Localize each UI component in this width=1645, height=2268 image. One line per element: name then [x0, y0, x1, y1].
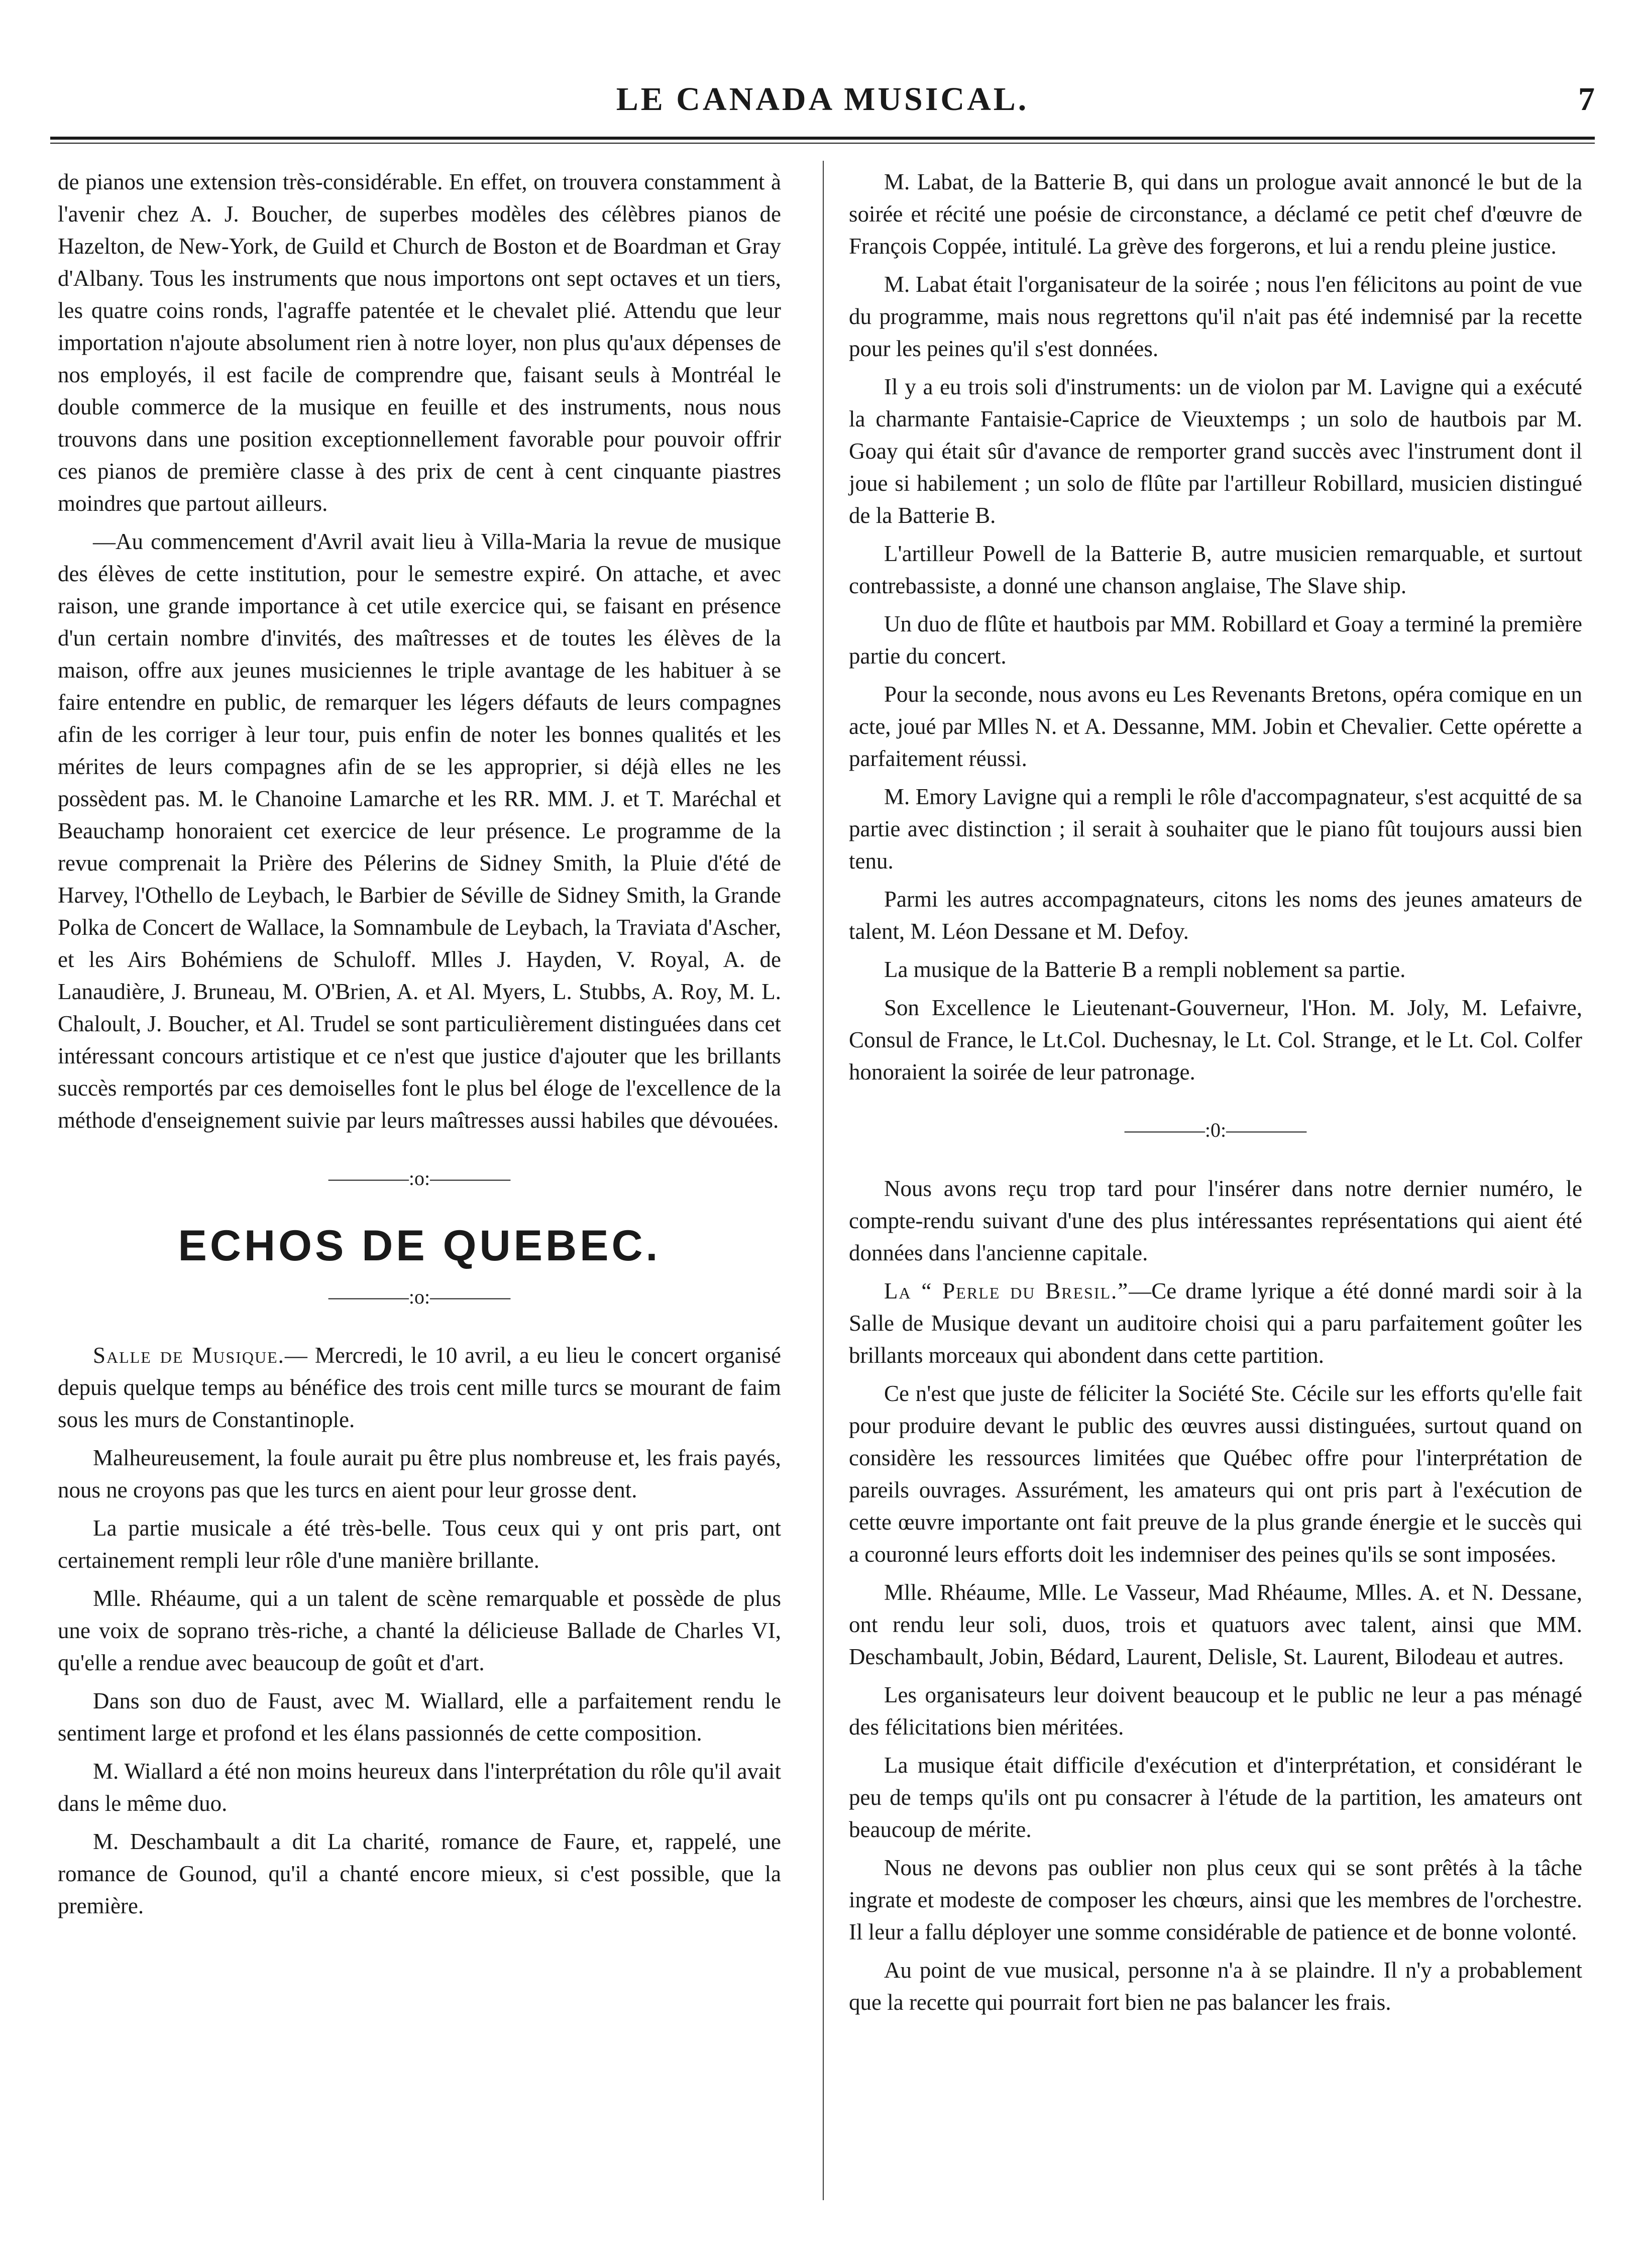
paragraph: Il y a eu trois soli d'instruments: un de violon par M. Lavigne qui a exécuté la charmante Fantaisie-Caprice de Vieuxtemps ; un solo de hautbois par M. Goay qui était sûr d'avance de remporter grand succès avec l'instrument dont il joue si habilement ; un solo de flûte par l'artilleur Robillard, musicien distingué de la Batterie B. [849, 374, 1582, 528]
paragraph: Ce n'est que juste de féliciter la Société Ste. Cécile sur les efforts qu'elle fait pour produire devant le public des œuvres aussi distinguées, surtout quand on considère les ressources limitées que Québec offre pour l'interprétation de pareils ouvrages. Assurément, les amateurs qui ont pris part à l'exécution de cette œuvre importante ont fait preuve de la plus grande énergie et le succès qui a couronné leurs efforts doit les indemniser des peines qu'ils se sont imposées. [849, 1381, 1582, 1567]
paragraph: M. Deschambault a dit La charité, romance de Faure, et, rappelé, une romance de Gounod, qu'il a chanté encore mieux, si c'est possible, que la première. [58, 1829, 781, 1918]
paragraph: Les organisateurs leur doivent beaucoup et le public ne leur a pas ménagé des félicitations bien méritées. [849, 1682, 1582, 1740]
paragraph [849, 1275, 1582, 1371]
paragraph: M. Labat était l'organisateur de la soirée ; nous l'en félicitons au point de vue du programme, mais nous regrettons qu'il n'ait pas été indemnisé par la recette pour les peines qu'il s'est données. [849, 272, 1582, 361]
page-header [50, 75, 1595, 131]
page-number: 7 [1578, 81, 1595, 118]
paragraph: La partie musicale a été très-belle. Tous ceux qui y ont pris part, ont certainement rempli leur rôle d'une manière brillante. [58, 1516, 781, 1573]
section-separator: ————:o:———— [328, 1285, 511, 1308]
section-separator: ————:o:———— [328, 1167, 511, 1190]
section-heading: ECHOS DE QUEBEC. [178, 1222, 661, 1270]
paragraph-lead: La “ Perle du Bresil.” [884, 1278, 1129, 1304]
paragraph: Un duo de flûte et hautbois par MM. Robillard et Goay a terminé la première partie du concert. [849, 611, 1582, 669]
paragraph: Au point de vue musical, personne n'a à se plaindre. Il n'y a probablement que la recette qui pourrait fort bien ne pas balancer les frais. [849, 1958, 1582, 2015]
section-separator: ————:0:———— [1124, 1119, 1307, 1141]
paragraph-text: —Ce drame lyrique a été donné mardi soir à la Salle de Musique devant un auditoire choisi qui a paru parfaitement goûter les brillants morceaux qui abondent dans cette partition. [849, 1278, 1582, 1368]
paragraph-lead: Salle de Musique. [93, 1343, 285, 1368]
paragraph: Son Excellence le Lieutenant-Gouverneur, l'Hon. M. Joly, M. Lefaivre, Consul de France, le Lt.Col. Duchesnay, le Lt. Col. Strange, et le Lt. Col. Colfer honoraient la soirée de leur patronage. [849, 995, 1582, 1085]
paragraph: La musique de la Batterie B a rempli noblement sa partie. [884, 957, 1406, 982]
paragraph: Nous avons reçu trop tard pour l'insérer dans notre dernier numéro, le compte-rendu suivant d'une des plus intéressantes représentations qui aient été données dans l'ancienne capitale. [849, 1176, 1582, 1265]
paragraph: La musique était difficile d'exécution et d'interprétation, et considérant le peu de temps qu'ils ont pu consacrer à l'étude de la partition, les amateurs ont beaucoup de mérite. [849, 1753, 1582, 1842]
paragraph: Pour la seconde, nous avons eu Les Revenants Bretons, opéra comique en un acte, joué par Mlles N. et A. Dessanne, MM. Jobin et Chevalier. Cette opérette a parfaitement réussi. [849, 682, 1582, 771]
right-column [849, 166, 1582, 2024]
paragraph: L'artilleur Powell de la Batterie B, autre musicien remarquable, et surtout contrebassiste, a donné une chanson anglaise, The Slave ship. [849, 541, 1582, 598]
paragraph: Malheureusement, la foule aurait pu être plus nombreuse et, les frais payés, nous ne croyons pas que les turcs en aient pour leur grosse dent. [58, 1445, 781, 1502]
paragraph-text: — Mercredi, le 10 avril, a eu lieu le concert organisé depuis quelque temps au bénéfice des trois cent mille turcs se mourant de faim sous les murs de Constantinople. [58, 1343, 781, 1432]
paragraph [58, 1339, 781, 1436]
paragraph: Nous ne devons pas oublier non plus ceux qui se sont prêtés à la tâche ingrate et modeste de composer les chœurs, ainsi que les membres de l'orchestre. Il leur a fallu déployer une somme considérable de patience et de bonne volonté. [849, 1855, 1582, 1945]
header-rule-thick [50, 137, 1595, 140]
paragraph: Dans son duo de Faust, avec M. Wiallard, elle a parfaitement rendu le sentiment large et profond et les élans passionnés de cette composition. [58, 1688, 781, 1746]
journal-title: LE CANADA MUSICAL. [616, 81, 1029, 118]
paragraph: M. Labat, de la Batterie B, qui dans un prologue avait annoncé le but de la soirée et récité une poésie de circonstance, a déclamé ce petit chef d'œuvre de François Coppée, intitulé. La grève des forgerons, et lui a rendu pleine justice. [849, 169, 1582, 259]
paragraph: Mlle. Rhéaume, Mlle. Le Vasseur, Mad Rhéaume, Mlles. A. et N. Dessane, ont rendu leur soli, duos, trois et quatuors avec talent, ainsi que MM. Deschambault, Jobin, Bédard, Laurent, Delisle, St. Laurent, Bilodeau et autres. [849, 1580, 1582, 1669]
left-column [58, 166, 781, 1928]
paragraph: Parmi les autres accompagnateurs, citons les noms des jeunes amateurs de talent, M. Léon Dessane et M. Defoy. [849, 887, 1582, 944]
paragraph: Mlle. Rhéaume, qui a un talent de scène remarquable et possède de plus une voix de soprano très-riche, a chanté la délicieuse Ballade de Charles VI, qu'elle a rendue avec beaucoup de goût et d'art. [58, 1586, 781, 1675]
column-divider [823, 161, 824, 2200]
paragraph: M. Wiallard a été non moins heureux dans l'interprétation du rôle qu'il avait dans le même duo. [58, 1759, 781, 1816]
paragraph: de pianos une extension très-considérable. En effet, on trouvera constamment à l'avenir chez A. J. Boucher, de superbes modèles des célèbres pianos de Hazelton, de New-York, de Guild et Church de Boston et de Boardman et Gray d'Albany. Tous les instruments que nous importons ont sept octaves et un tiers, les quatre coins ronds, l'agraffe patentée et le chevalet plié. Attendu que leur importation n'ajoute absolument rien à notre loyer, non plus qu'aux dépenses de nos employés, il est facile de comprendre que, faisant seuls à Montréal le double commerce de la musique en feuille et des instruments, nous nous trouvons dans une position exceptionnellement favorable pour pouvoir offrir ces pianos de première classe à des prix de cent à cent cinquante piastres moindres que partout ailleurs. [58, 169, 781, 516]
paragraph: —Au commencement d'Avril avait lieu à Villa-Maria la revue de musique des élèves de cette institution, pour le semestre expiré. On attache, et avec raison, une grande importance à cet utile exercice qui, se faisant en présence d'un certain nombre d'invités, des maîtresses et de toutes les élèves de la maison, offre aux jeunes musiciennes le triple avantage de les habituer à se faire entendre en public, de remarquer les légers défauts de leurs compagnes afin de les corriger à leur tour, puis enfin de noter les bonnes qualités et les mérites de leurs compagnes afin de se les approprier, si déjà elles ne les possèdent pas. M. le Chanoine Lamarche et les RR. MM. J. et T. Maréchal et Beauchamp honoraient cet exercice de leur présence. Le programme de la revue comprenait la Prière des Pélerins de Sidney Smith, la Pluie d'été de Harvey, l'Othello de Leybach, le Barbier de Séville de Sidney Smith, la Grande Polka de Concert de Wallace, la Somnambule de Leybach, la Traviata d'Ascher, et les Airs Bohémiens de Schuloff. Mlles J. Hayden, V. Royal, A. de Lanaudière, J. Bruneau, M. O'Brien, A. et Al. Myers, L. Stubbs, A. Roy, M. L. Chaloult, J. Boucher, et Al. Trudel se sont particulièrement distinguées dans cet intéressant concours artistique et ce n'est que justice d'ajouter que les brillants succès remportés par ces demoiselles font le plus bel éloge de l'excellence de la méthode d'enseignement suivie par leurs maîtresses aussi habiles que dévouées. [58, 529, 781, 1133]
paragraph: M. Emory Lavigne qui a rempli le rôle d'accompagnateur, s'est acquitté de sa partie avec distinction ; il serait à souhaiter que le piano fût toujours aussi bien tenu. [849, 784, 1582, 874]
header-rule-thin [50, 143, 1595, 144]
